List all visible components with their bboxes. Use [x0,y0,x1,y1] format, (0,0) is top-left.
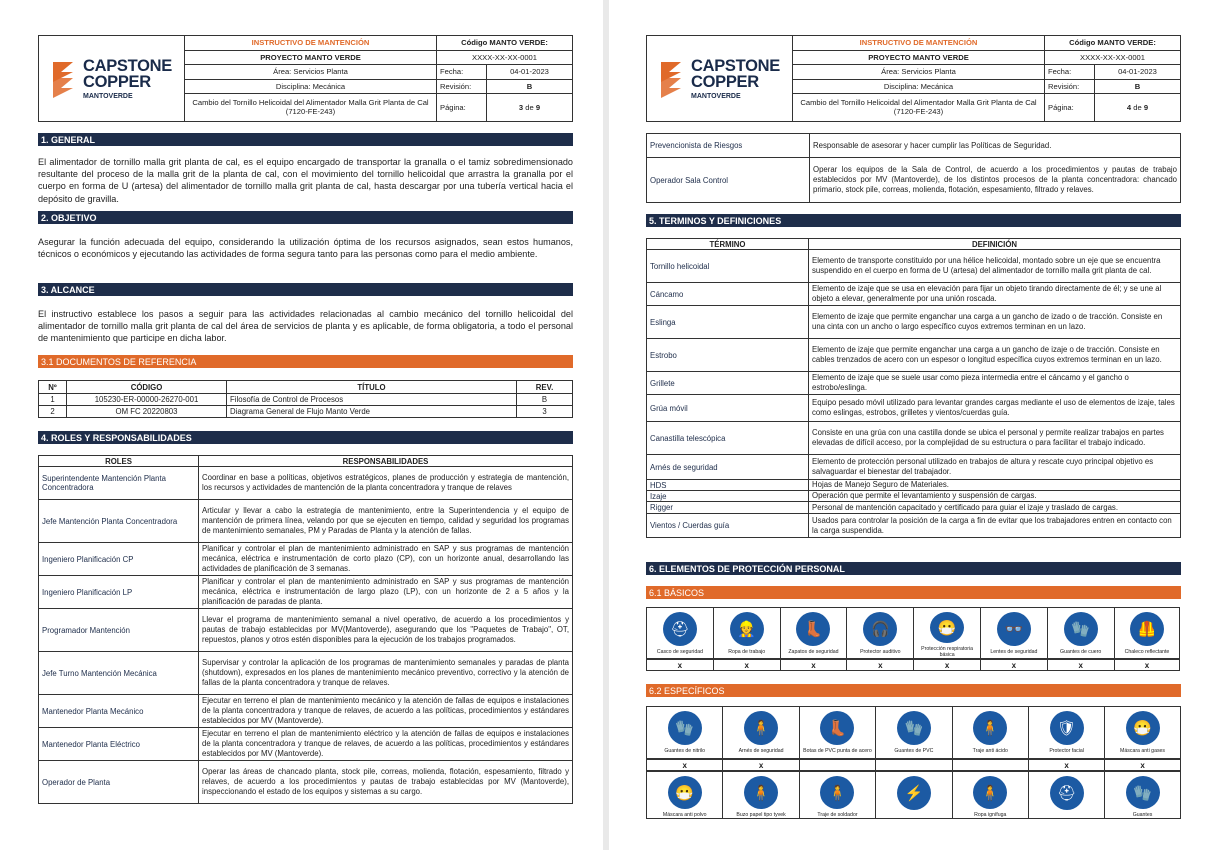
discipline: Disciplina: Mecánica [793,80,1044,95]
discipline: Disciplina: Mecánica [185,80,436,95]
section-alcance-text: El instructivo establece los pasos a seguir para las actividades relacionadas al cambio mecánico del tornillo helicoidal del alimentador de tornillo malla grit planta de cal del área de servicios de planta y es aplicable, de forma obligatoria, a todo el personal de mantenimiento que participe en dicha labor. [38,309,573,344]
ppe-label: Guantes de nitrilo [664,748,706,754]
pvc-gloves-icon: 🧤 [897,711,931,745]
ppe-label: Protector facial [1049,748,1084,754]
ppe-item [722,706,798,759]
ear-protection-icon: 🎧 [863,612,897,646]
table-row: Mantenedor Planta Mecánico Ejecutar en terreno el plan de mantenimiento mecánico y la atención de fallas de equipos e instalaciones de la planta concentradora y tranque de relaves, de acuerdo a las políticas, procedimientos y estándares establecidos por MV (Mantoverde). [39,695,573,728]
document-header [38,35,573,122]
ppe-item [799,706,875,759]
area: Área: Servicios Planta [793,65,1044,80]
subsection-specific-ppe-title: 6.2 ESPECÍFICOS [646,684,1181,697]
respirator-icon: 😷 [930,612,964,643]
ppe-item [1028,771,1104,819]
section-general-text: El alimentador de tornillo malla grit planta de cal, es el equipo encargado de transportar la granalla o el tamiz sobredimensionado resultante del proceso de la malla grit de la planta de cal, con el movimiento del tornillo helicoidal que arrastra la granalla por el cuerpo en forma de U (artesa) del alimentador de tornillo malla grit planta de cal, hasta descargar por una tubería vertical hacia el depósito de gravilla. [38,157,573,204]
roles-table-continued [646,133,1181,203]
ppe-label: Lentes de seguridad [990,649,1038,655]
gloves-icon: 🧤 [1126,776,1160,809]
helmet-icon: ⛑ [663,612,697,646]
ppe-item [646,607,713,659]
pvc-boots-icon: 👢 [820,711,854,745]
ppe-label: Chaleco reflectante [1124,649,1170,655]
date-label: Fecha: [437,65,487,79]
document-page-3 [0,0,603,850]
ppe-label: Zapatos de seguridad [788,649,839,655]
logo-line2: COPPER [83,73,151,91]
ppe-item [646,706,722,759]
electrical-icon: ⚡ [897,776,931,810]
table-row: Operador Sala Control Operar los equipos de la Sala de Control, de acuerdo a los procedimientos y pautas de trabajo establecidos por MV (Mantoverde), de los distintos procesos de la planta concentradora: chancado primario, stock pile, correas, molienda, flotación, espesamiento, filtrado y relaves. [647,158,1181,203]
ppe-required-mark: x [646,759,722,771]
table-row: Estrobo Elemento de izaje que permite enganchar una carga a un gancho de izaje o de tracción. Consiste en cables trenzados de acero con un espesor o longitud específica cuyos extremos terminan en un lazo. [647,339,1181,372]
section-general-title: 1. GENERAL [38,133,573,146]
col-header: Nº [39,381,67,394]
ppe-required-mark: x [713,659,780,671]
ppe-item [980,607,1047,659]
subsection-docs-title: 3.1 DOCUMENTOS DE REFERENCIA [38,355,573,368]
ppe-label: Guantes de cuero [1060,649,1102,655]
basic-ppe-row [646,607,1180,659]
specific-ppe-row-2 [646,771,1181,819]
fireproof-clothing-icon: 🧍 [973,776,1007,809]
page-label: Página: [437,94,487,121]
col-header: TÉRMINO [647,239,809,250]
section-objetivo-title: 2. OBJETIVO [38,211,573,224]
code-label: Código MANTO VERDE: [1069,38,1156,48]
vest-icon: 🦺 [1130,612,1164,646]
specific-ppe-row-1 [646,706,1181,759]
table-row: 2 OM FC 20220803 Diagrama General de Flujo Manto Verde 3 [39,406,573,418]
ppe-required-mark: x [1114,659,1181,671]
code-value: XXXX-XX-XX-0001 [472,52,537,62]
tyvek-suit-icon: 🧍 [744,776,778,809]
ppe-required-mark: x [846,659,913,671]
doc-type: INSTRUCTIVO DE MANTENCIÓN [793,36,1044,51]
specific-ppe-marks [646,759,1181,771]
table-row: Jefe Turno Mantención Mecánica Supervisar y controlar la aplicación de los programas de mantenimiento semanales y paradas de planta (shutdown), expresados en los planes de mantenimiento mecánico preventivo, correctivo y la atención de fallas de la planta concentradora y tranque de relaves. [39,652,573,695]
table-row: Jefe Mantención Planta Concentradora Articular y llevar a cabo la estrategia de mantenimiento, entre la Superintendencia y el equipo de mantención de primera línea, velando por que se ejecuten en tiempo, calidad y seguridad los programas de mantenimiento semanales, PM y Paradas de Planta y la atención de fallas. [39,500,573,543]
logo-line1: CAPSTONE [691,56,780,75]
ppe-required-mark: x [1047,659,1114,671]
table-row: Ingeniero Planificación CP Planificar y controlar el plan de mantenimiento administrado en SAP y sus programas de mantención mecánica, eléctrica e instrumentación de corto plazo (CP), con un horizonte anual, desarrollando las actividades de planificación de 3 semanas. [39,543,573,576]
logo-line2: COPPER [691,73,759,91]
dust-mask-icon: 😷 [668,776,702,809]
ppe-label: Traje de soldador [817,812,858,818]
page-indicator: 4 de 9 [1126,103,1149,112]
ppe-required-mark: x [780,659,847,671]
table-row: Vientos / Cuerdas guía Usados para controlar la posición de la carga a fin de evitar que los trabajadores entren en contacto con la carga suspendida. [647,514,1181,538]
table-row: Tornillo helicoidal Elemento de transporte constituido por una hélice helicoidal, montado sobre un eje que se encuentra suspendido en el cuerpo en forma de U (artesa) del alimentador de tornillo malla grit planta de cal. [647,250,1181,283]
doc-title: Cambio del Tornillo Helicoidal del Alimentador Malla Grit Planta de Cal (7120-FE-243) [800,97,1037,116]
company-logo [647,36,793,121]
boots-icon: 👢 [796,612,830,646]
col-header: CÓDIGO [67,381,227,394]
harness-icon: 🧍 [744,711,778,745]
revision-value: B [526,81,533,91]
ppe-item [1047,607,1114,659]
revision-value: B [1134,81,1141,91]
table-row: Grillete Elemento de izaje que se suele usar como pieza intermedia entre el cáncamo y el gancho o estrobo/eslinga. [647,372,1181,395]
table-row: Grúa móvil Equipo pesado móvil utilizado para levantar grandes cargas mediante el uso de elementos de izaje, tales como eslingas, estrobos, grilletes y vientos/cuerdas guía. [647,395,1181,422]
table-row: 1 105230-ER-00000-26270-001 Filosofía de Control de Procesos B [39,394,573,406]
company-logo [39,36,185,121]
revision-label: Revisión: [1045,80,1095,94]
helmet-visor-icon: ⛑ [1050,776,1084,810]
acid-suit-icon: 🧍 [973,711,1007,745]
subsection-basic-ppe-title: 6.1 BÁSICOS [646,586,1181,599]
ppe-item [952,706,1028,759]
code-label: Código MANTO VERDE: [461,38,548,48]
ppe-required-mark: x [722,759,798,771]
nitrile-gloves-icon: 🧤 [668,711,702,745]
capstone-logo-icon [659,58,685,100]
section-ppe-title: 6. ELEMENTOS DE PROTECCIÓN PERSONAL [646,562,1181,575]
table-row: Cáncamo Elemento de izaje que se usa en elevación para fijar un objeto tirando directamente de él; y se une al objeto a elevar, generalmente por una unión roscada. [647,283,1181,306]
doc-type: INSTRUCTIVO DE MANTENCIÓN [185,36,436,51]
col-header: REV. [517,381,573,394]
doc-title: Cambio del Tornillo Helicoidal del Alimentador Malla Grit Planta de Cal (7120-FE-243) [192,97,429,116]
ppe-item [713,607,780,659]
table-row: Arnés de seguridad Elemento de protección personal utilizado en trabajos de altura y rescate cuyo principal objetivo es salvaguardar el bienestar del trabajador. [647,455,1181,480]
table-row: Izaje Operación que permite el levantamiento y suspensión de cargas. [647,491,1181,502]
gas-mask-icon: 😷 [1126,711,1160,745]
table-row: Ingeniero Planificación LP Planificar y controlar el plan de mantenimiento administrado en SAP y sus programas de mantención mecánica, eléctrica e instrumentación de largo plazo (LP), con un horizonte de 2 a 5 años y la planificación de paradas de planta. [39,576,573,609]
ppe-label: Arnés de seguridad [738,748,784,754]
table-row: Canastilla telescópica Consiste en una grúa con una castilla donde se ubica el personal y permite realizar trabajos en partes elevadas de difícil acceso, por la complejidad de su estructura o para facilitar el trabajo indicado. [647,422,1181,455]
col-header: RESPONSABILIDADES [199,456,573,467]
ppe-item [1104,706,1180,759]
basic-ppe-marks [646,659,1180,671]
ppe-item [1028,706,1104,759]
logo-line1: CAPSTONE [83,56,172,75]
document-header [646,35,1181,122]
goggles-icon: 👓 [997,612,1031,646]
section-roles-title: 4. ROLES Y RESPONSABILIDADES [38,431,573,444]
page-label: Página: [1045,94,1095,121]
table-row: Operador de Planta Operar las áreas de chancado planta, stock pile, correas, molienda, flotación, espesamiento, filtrado y relaves, de acuerdo a los procedimientos y pautas de trabajo establecidas por MV (Mantoverde), inspeccionando el estado de los equipos y sistemas a su cargo. [39,761,573,804]
coverall-icon: 👷 [730,612,764,646]
logo-line3: MANTOVERDE [83,92,133,100]
ppe-item [913,607,980,659]
face-shield-icon: 🛡 [1050,711,1084,745]
ppe-label: Buzo papel tipo tyvek [736,812,786,818]
col-header: DEFINICIÓN [809,239,1181,250]
ppe-required-mark [799,759,875,771]
ppe-item [780,607,847,659]
document-page-4 [609,0,1212,850]
ppe-item [952,771,1028,819]
reference-docs-table [38,380,573,418]
date-value: 04-01-2023 [510,67,549,77]
ppe-required-mark [952,759,1028,771]
project-name: PROYECTO MANTO VERDE [793,51,1044,66]
code-value: XXXX-XX-XX-0001 [1080,52,1145,62]
ppe-label: Máscara anti gases [1120,748,1166,754]
revision-label: Revisión: [437,80,487,94]
roles-table [38,455,573,804]
section-terms-title: 5. TERMINOS Y DEFINICIONES [646,214,1181,227]
ppe-label: Ropa ignífuga [974,812,1007,818]
page-indicator: 3 de 9 [518,103,541,112]
ppe-item [799,771,875,819]
ppe-label: Ropa de trabajo [728,649,766,655]
col-header: ROLES [39,456,199,467]
ppe-label: Guantes [1132,812,1153,818]
table-row: HDS Hojas de Manejo Seguro de Materiales. [647,480,1181,491]
terms-table [646,238,1181,538]
ppe-label: Casco de seguridad [656,649,703,655]
ppe-label: Protección respiratoria básica [921,646,974,658]
ppe-required-mark: x [1028,759,1104,771]
ppe-label: Protector auditivo [860,649,901,655]
section-objetivo-text: Asegurar la función adecuada del equipo, considerando la utilización óptima de los recursos asignados, sean estos humanos, técnicos o económicos y ejecutando las actividades de forma segura tanto para las personas como para el medio ambiente. [38,237,573,260]
ppe-label: Botas de PVC punta de acero [803,748,872,754]
ppe-item [646,771,722,819]
section-alcance-title: 3. ALCANCE [38,283,573,296]
ppe-required-mark [875,759,951,771]
ppe-label: Traje anti ácido [972,748,1008,754]
date-value: 04-01-2023 [1118,67,1157,77]
ppe-item [875,706,951,759]
project-name: PROYECTO MANTO VERDE [185,51,436,66]
ppe-item [1104,771,1180,819]
welder-suit-icon: 🧍 [820,776,854,809]
table-row: Eslinga Elemento de izaje que permite enganchar una carga a un gancho de izado o de tracción. Consiste en una cinta con un ancho o largo específico cuyos extremos terminan en un lazo. [647,306,1181,339]
table-row: Mantenedor Planta Eléctrico Ejecutar en terreno el plan de mantenimiento eléctrico y la atención de fallas de equipos e instalaciones de la planta concentradora y tranque de relaves, de acuerdo a las políticas, procedimientos y estándares establecidos por MV (Mantoverde). [39,728,573,761]
ppe-required-mark: x [980,659,1047,671]
table-row: Rigger Personal de mantención capacitado y certificado para guiar el izaje y traslado de cargas. [647,502,1181,514]
ppe-item [846,607,913,659]
table-row: Superintendente Mantención Planta Concentradora Coordinar en base a políticas, objetivos estratégicos, planes de producción y estrategia de mantención, los recursos y actividades de mantención de la planta concentradora y tranque de relaves [39,467,573,500]
table-row: Prevencionista de Riesgos Responsable de asesorar y hacer cumplir las Políticas de Seguridad. [647,134,1181,158]
col-header: TÍTULO [227,381,517,394]
gloves-icon: 🧤 [1064,612,1098,646]
ppe-required-mark: x [646,659,713,671]
ppe-item [875,771,951,819]
area: Área: Servicios Planta [185,65,436,80]
ppe-required-mark: x [1104,759,1180,771]
date-label: Fecha: [1045,65,1095,79]
logo-line3: MANTOVERDE [691,92,741,100]
ppe-item [722,771,798,819]
ppe-label: Guantes de PVC [894,748,934,754]
capstone-logo-icon [51,58,77,100]
ppe-required-mark: x [913,659,980,671]
table-row: Programador Mantención Llevar el programa de mantenimiento semanal a nivel operativo, de acuerdo a los procedimientos y pautas de trabajo establecidas por MV(Mantoverde), asegurando que los "Paquetes de Trabajo", OT, repuestos, planos y otros estén disponibles para la ejecución de los trabajos programados. [39,609,573,652]
ppe-item [1114,607,1181,659]
ppe-label: Máscara anti polvo [662,812,707,818]
